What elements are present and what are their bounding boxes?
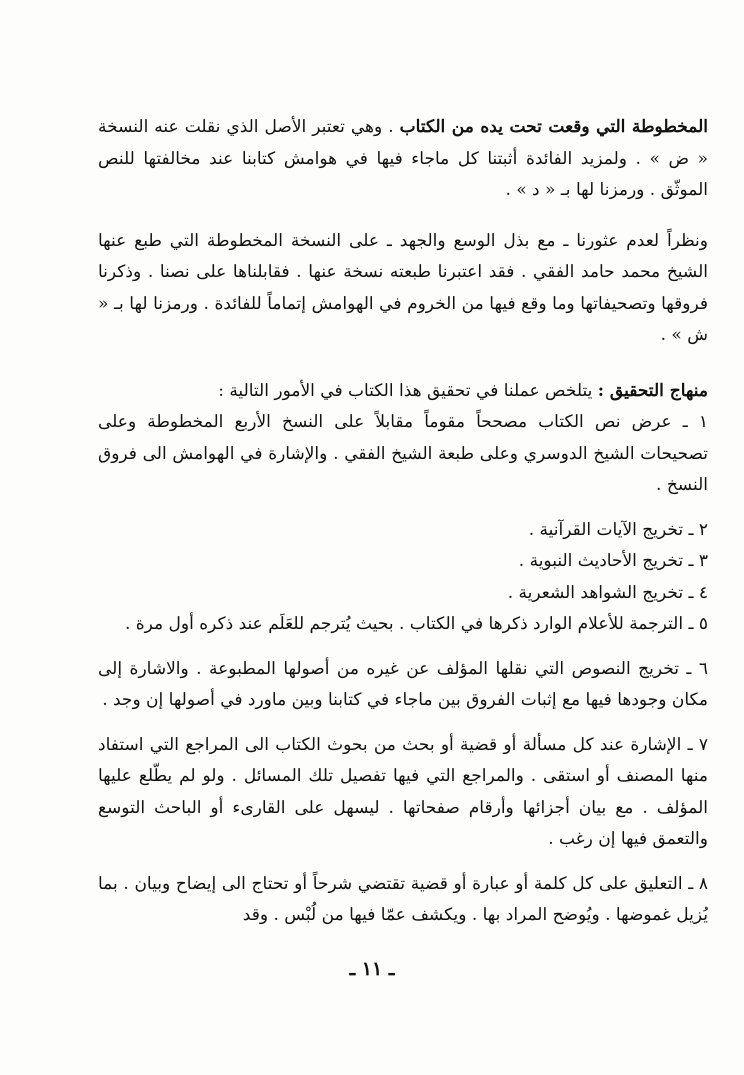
paragraph-text: . وهي تعتبر الأصل الذي نقلت عنه النسخة « ض » . ولمزيد الفائدة أثبتنا كل ماجاء فيها في هوامش كتابنا عند مخالفتها للنص الموثّق . ورمزنا لها بـ « د » . xyxy=(98,117,708,200)
list-item-1: ١ ـ عرض نص الكتاب مصححاً مقوماً مقابلاً على النسخ الأربع المخطوطة وعلى تصحيحات الشيخ الدوسري وعلى طبعة الشيخ الفقي . والإشارة في الهوامش الى فروق النسخ . xyxy=(98,412,708,495)
body-text xyxy=(98,112,708,932)
paragraph-lead: المخطوطة التي وقعت تحت يده من الكتاب xyxy=(399,117,708,137)
list-item-4: ٤ ـ تخريج الشواهد الشعرية . xyxy=(507,582,708,603)
list-item-7: ٧ ـ الإشارة عند كل مسألة أو قضية أو بحث من بحوث الكتاب الى المراجع التي استفاد منها المصنف أو استقى . والمراجع التي فيها تفصيل تلك المسائل . ولو لم يطّلع عليها المؤلف . مع بيان أجزائها وأرقام صفحاتها . ليسهل على القارىء أو الباحث التوسع والتعمق فيها إن رغب . xyxy=(98,734,708,849)
list-item-5: ٥ ـ الترجمة للأعلام الوارد ذكرها في الكتاب . بحيث يُترجم للعَلَم عند ذكره أول مرة . xyxy=(124,614,708,634)
paragraph-manuscript-description xyxy=(98,112,708,207)
list-item-3: ٣ ـ تخريج الأحاديث النبوية . xyxy=(518,551,708,571)
section-intro-text: يتلخص عملنا في تحقيق هذا الكتاب في الأمور التالية : xyxy=(218,380,593,401)
paragraph-method-intro xyxy=(98,376,708,408)
section-heading: منهاج التحقيق : xyxy=(597,380,708,401)
list-item-8: ٨ ـ التعليق على كل كلمة أو عبارة أو قضية تقتضي شرحاً أو تحتاج الى إيضاح وبيان . بما يُزيل غموضها . ويُوضح المراد بها . ويكشف عمّا فيها من لُبْس . وقد xyxy=(98,873,708,925)
paragraph-faqi-edition: ونظراً لعدم عثورنا ـ مع بذل الوسع والجهد ـ على النسخة المخطوطة التي طبع عنها الشيخ محمد حامد الفقي . فقد اعتبرنا طبعته نسخة عنها . فقابلناها على نصنا . وذكرنا فروقها وتصحيفاتها وما وقع فيها من الخروم في الهوامش إتماماً للفائدة . ورمزنا لها بـ « ش » . xyxy=(98,230,708,345)
list-item-6: ٦ ـ تخريج النصوص التي نقلها المؤلف عن غيره من أصولها المطبوعة . والاشارة إلى مكان وجودها فيها مع إثبات الفروق بين ماجاء في كتابنا وبين ماورد في أصولها إن وجد . xyxy=(98,658,708,710)
page-number: ـ ١١ ـ xyxy=(349,958,395,980)
list-item-2: ٢ ـ تخريج الآيات القرآنية . xyxy=(528,519,708,540)
